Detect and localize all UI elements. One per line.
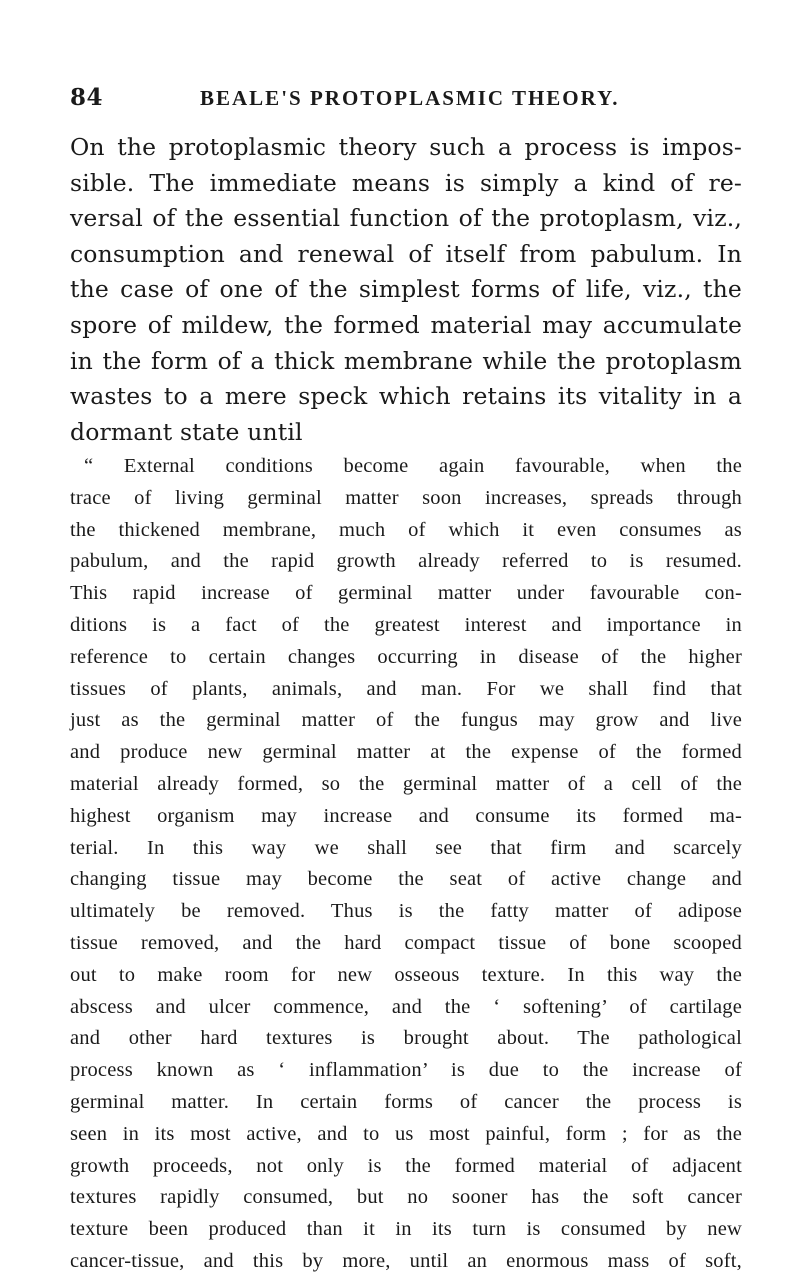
body-line: the case of one of the simplest forms of life, viz., the — [70, 275, 742, 304]
page-number: 84 — [70, 84, 104, 111]
running-head-title: BEALE'S PROTOPLASMIC THEORY. — [200, 86, 620, 110]
quote-line: “ External conditions become again favourable, when the — [84, 455, 742, 477]
quote-line: process known as ‘ inflammation’ is due to the increase of — [70, 1059, 742, 1082]
quote-line: ditions is a fact of the greatest interest and importance in — [70, 613, 742, 636]
quote-line: growth proceeds, not only is the formed material of adjacent — [70, 1154, 742, 1177]
quote-line: tissues of plants, animals, and man. For we shall find that — [70, 677, 742, 700]
body-line: sible. The immediate means is simply a kind of re- — [70, 168, 742, 197]
quote-line: changing tissue may become the seat of active change and — [70, 868, 742, 891]
body-paragraph — [70, 130, 742, 450]
quote-line: trace of living germinal matter soon increases, spreads through — [70, 486, 742, 509]
body-line: in the form of a thick membrane while the protoplasm — [70, 346, 742, 375]
quote-line: the thickened membrane, much of which it even consumes as — [70, 518, 742, 541]
quote-line: and other hard textures is brought about. The pathological — [70, 1027, 742, 1050]
body-line: wastes to a mere speck which retains its vitality in a — [70, 382, 742, 411]
block-quote — [70, 451, 742, 1278]
body-line: consumption and renewal of itself from pabulum. In — [70, 239, 742, 268]
quote-line: just as the germinal matter of the fungus may grow and live — [70, 709, 742, 732]
quote-line: and produce new germinal matter at the expense of the formed — [70, 741, 742, 764]
quote-line: texture been produced than it in its turn is consumed by new — [70, 1218, 742, 1241]
quote-line: textures rapidly consumed, but no sooner has the soft cancer — [70, 1186, 742, 1209]
quote-line: abscess and ulcer commence, and the ‘ softening’ of cartilage — [70, 995, 742, 1018]
body-line: dormant state until — [70, 417, 303, 446]
body-line: spore of mildew, the formed material may accumulate — [70, 310, 742, 339]
quote-line: pabulum, and the rapid growth already referred to is resumed. — [70, 550, 742, 573]
quote-line: This rapid increase of germinal matter under favourable con- — [70, 582, 742, 605]
quote-line: terial. In this way we shall see that firm and scarcely — [70, 836, 742, 859]
quote-line: ultimately be removed. Thus is the fatty matter of adipose — [70, 900, 742, 923]
quote-line: seen in its most active, and to us most painful, form ; for as the — [70, 1122, 742, 1145]
body-line: versal of the essential function of the protoplasm, viz., — [70, 204, 742, 233]
body-line: On the protoplasmic theory such a process is impos- — [70, 133, 742, 161]
quote-line: highest organism may increase and consume its formed ma- — [70, 804, 742, 827]
quote-line: tissue removed, and the hard compact tissue of bone scooped — [70, 931, 742, 954]
quote-line: material already formed, so the germinal matter of a cell of the — [70, 772, 742, 795]
quote-line: cancer-tissue, and this by more, until an enormous mass of soft, — [70, 1249, 742, 1272]
quote-line: reference to certain changes occurring in disease of the higher — [70, 645, 742, 668]
quote-line: out to make room for new osseous texture. In this way the — [70, 963, 742, 986]
running-head — [70, 84, 740, 114]
quote-line: germinal matter. In certain forms of cancer the process is — [70, 1090, 742, 1113]
